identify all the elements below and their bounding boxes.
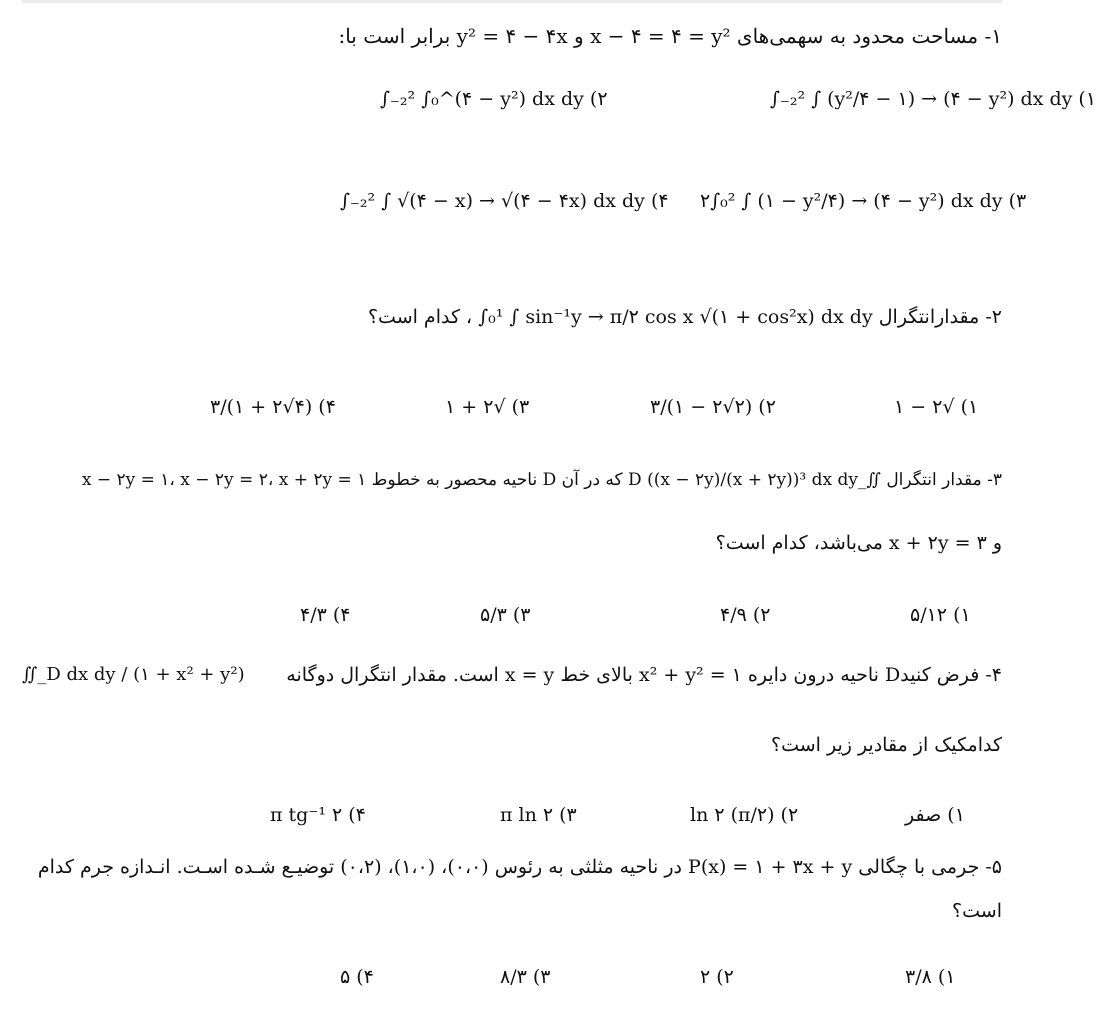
q1-option-1[interactable] — [770, 88, 1096, 110]
q2-option-4[interactable]: ۴) (۴√۲ + ۱)/۳ — [210, 396, 336, 418]
top-rule — [22, 0, 1002, 3]
q2-option-2[interactable]: ۲) (۲√۲ − ۱)/۳ — [650, 396, 776, 418]
question-1-stem: ۱- مساحت محدود به سهمی‌های x − ۴ = ۴ = y² و y² = ۴ − ۴x برابر است با: — [338, 24, 1002, 48]
q2-integral: ∫₀¹ ∫ sin⁻¹y → π/۲ cos x √(۱ + cos²x) dx dy — [478, 306, 873, 328]
q5-option-3[interactable]: ۳) ۸/۳ — [500, 966, 551, 988]
q2-prefix: ۲- مقدارانتگرال — [878, 306, 1002, 328]
question-3-line-1: ۳- مقدار انتگرال ∬_D ((x − ۲y)/(x + ۲y))³ dx dy که در آن D ناحیه محصور به خطوط x − ۲y = ۱، x − ۲y = ۲، x + ۲y = ۱ — [81, 470, 1002, 490]
question-3-line-2: و x + ۲y = ۳ می‌باشد، کدام است؟ — [715, 532, 1002, 554]
q1-option-2-label: ۲) — [589, 88, 608, 110]
q1-option-4[interactable] — [340, 190, 669, 212]
q1-option-3-formula: ۲∫₀² ∫ (۱ − y²/۴) → (۴ − y²) dx dy — [700, 190, 1003, 212]
q2-option-1[interactable]: ۱) √۲ − ۱ — [894, 396, 979, 418]
question-5-line-1: ۵- جرمی با چگالی P(x) = ۱ + ۳x + y در ناحیه مثلثی به رئوس (۰،۰)، (۱،۰)، (۰،۲) توضیـع شـده اسـت. انـدازه جرم کدام — [37, 856, 1002, 878]
q1-option-4-label: ۴) — [650, 190, 669, 212]
q1-option-1-formula: ∫₋₂² ∫ (y²/۴ − ۱) → (۴ − y²) dx dy — [770, 88, 1073, 110]
q4-integral — [22, 664, 245, 685]
question-5-line-2: است؟ — [952, 900, 1002, 922]
q5-option-1[interactable]: ۱) ۳/۸ — [905, 966, 956, 988]
q3-option-3[interactable]: ۳) ۵/۳ — [480, 604, 531, 626]
q1-option-3-label: ۳) — [1008, 190, 1027, 212]
question-2-stem — [22, 306, 1002, 329]
q3-option-4[interactable]: ۴) ۴/۳ — [300, 604, 351, 626]
q1-option-3[interactable] — [700, 190, 1026, 212]
q3-option-1[interactable]: ۱) ۵/۱۲ — [910, 604, 971, 626]
q4-option-3[interactable]: ۳) π ln ۲ — [500, 804, 577, 826]
q1-option-2[interactable] — [380, 88, 608, 110]
q4-option-4[interactable]: ۴) π tg⁻¹ ۲ — [270, 804, 366, 826]
q4-option-1[interactable]: ۱) صفر — [905, 804, 965, 826]
q1-option-2-formula: ∫₋₂² ∫₀^(۴ − y²) dx dy — [380, 88, 584, 110]
question-4-line-2: کدامکیک از مقادیر زیر است؟ — [770, 734, 1002, 756]
q1-option-4-formula: ∫₋₂² ∫ √(۴ − x) → √(۴ − ۴x) dx dy — [340, 190, 645, 212]
q3-option-2[interactable]: ۲) ۴/۹ — [720, 604, 771, 626]
q1-option-1-label: ۱) — [1078, 88, 1096, 110]
q2-option-3[interactable]: ۳) √۲ + ۱ — [445, 396, 530, 418]
q2-suffix: ، کدام است؟ — [367, 306, 473, 328]
q5-option-4[interactable]: ۴) ۵ — [340, 966, 374, 988]
question-4-line-1: ۴- فرض کنیدD ناحیه درون دایره x² + y² = ۱ بالای خط x = y است. مقدار انتگرال دوگانه — [286, 664, 1002, 686]
q5-option-2[interactable]: ۲) ۲ — [700, 966, 734, 988]
q4-integral-text: ∬_D dx dy / (۱ + x² + y²) — [22, 664, 245, 685]
q4-option-2[interactable]: ۲) (π/۲) ln ۲ — [690, 804, 799, 826]
